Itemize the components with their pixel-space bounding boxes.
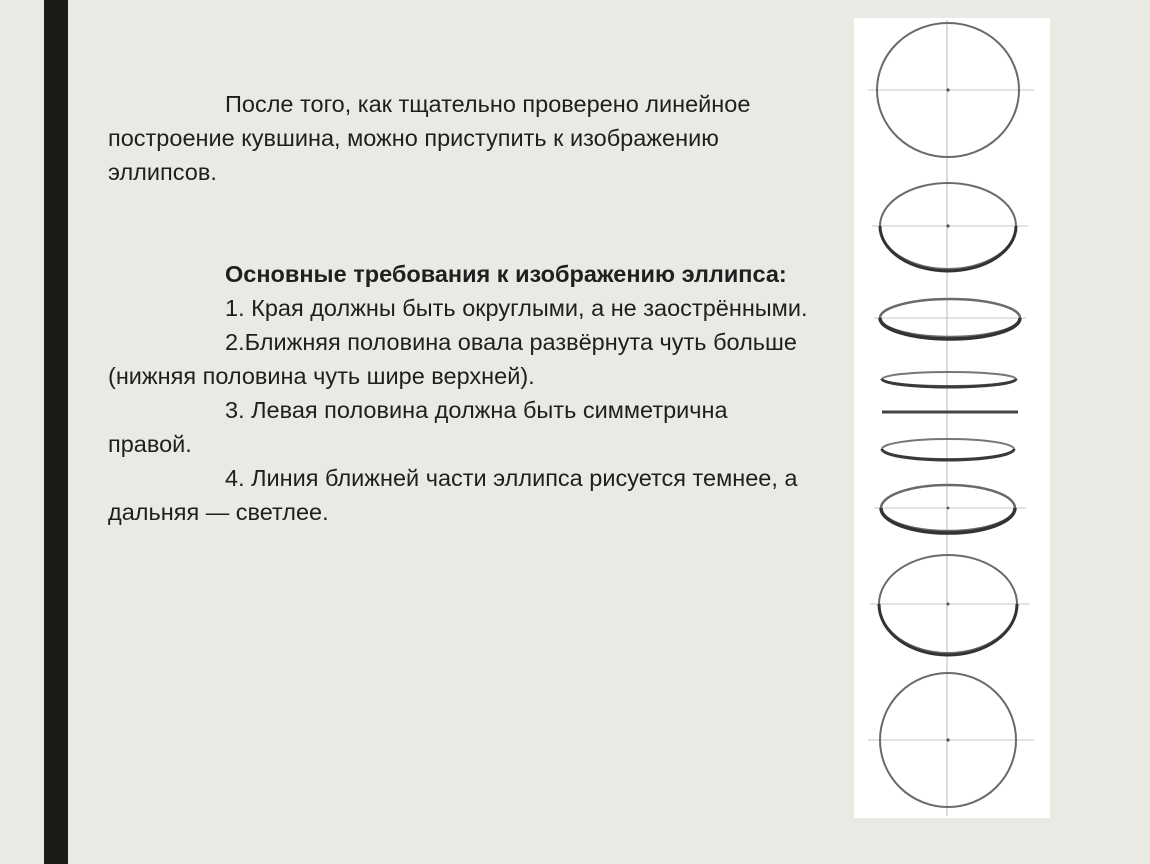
ellipse-9	[868, 673, 1034, 807]
requirement-4: 4. Линия ближней части эллипса рисуется темнее, а дальняя — светлее.	[108, 465, 798, 525]
ellipse-2	[872, 183, 1028, 271]
ellipse-6	[882, 439, 1014, 460]
ellipse-7	[874, 485, 1026, 533]
requirement-1: 1. Края должны быть округлыми, а не заострёнными.	[225, 295, 808, 321]
requirements-heading: Основные требования к изображению эллипса:	[225, 261, 787, 287]
text-block	[108, 87, 808, 529]
ellipse-4	[882, 372, 1016, 387]
intro-paragraph: После того, как тщательно проверено линейное построение кувшина, можно приступить к изображению эллипсов.	[108, 91, 751, 185]
ellipse-drawing	[854, 18, 1050, 818]
ellipse-1	[868, 23, 1034, 157]
requirement-3: 3. Левая половина должна быть симметрична правой.	[108, 397, 728, 457]
ellipse-8	[870, 555, 1030, 655]
ellipse-3	[874, 299, 1026, 339]
ellipse-illustration	[854, 18, 1050, 818]
requirement-2: 2.Ближняя половина овала развёрнута чуть больше (нижняя половина чуть шире верхней).	[108, 329, 797, 389]
side-bar	[44, 0, 68, 864]
